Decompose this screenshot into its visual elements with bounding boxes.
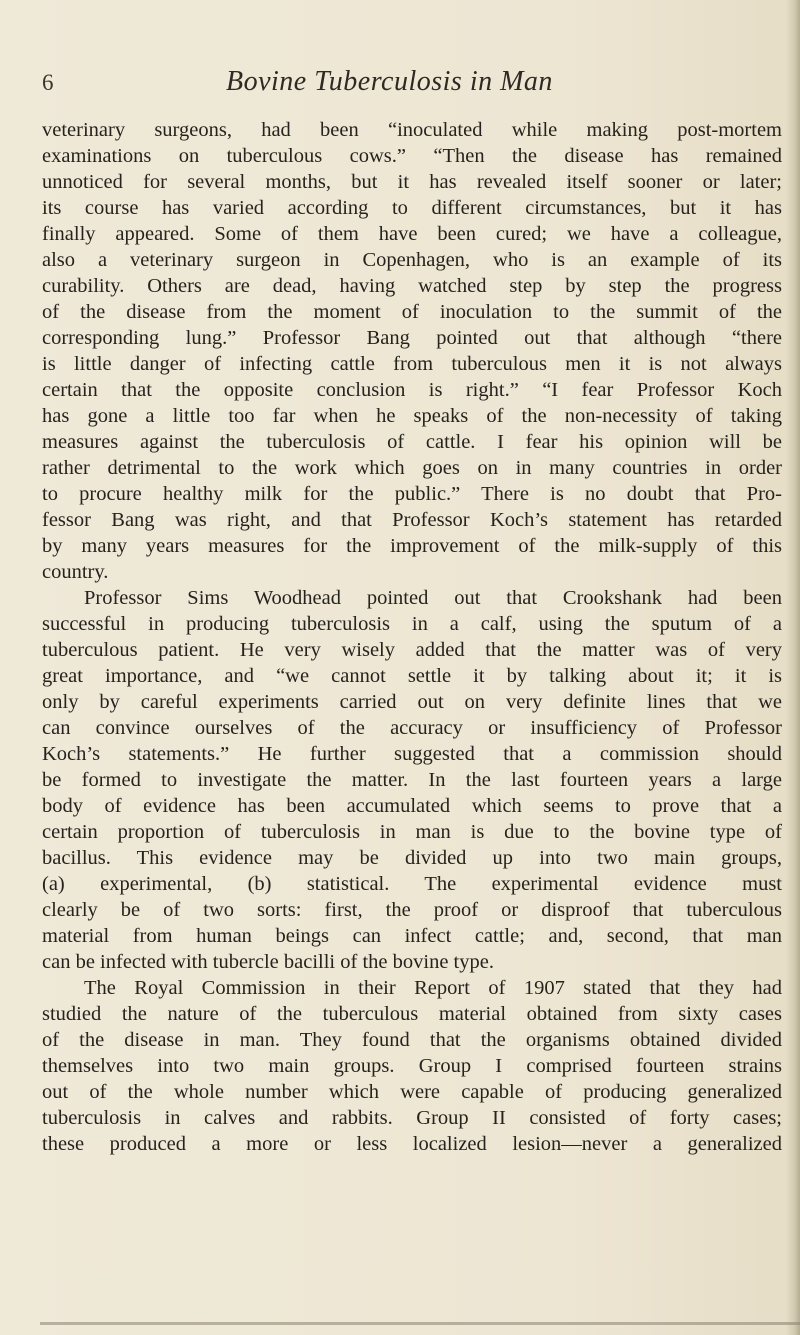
text-line: of the disease from the moment of inoculation to the summit of the — [42, 301, 782, 323]
text-line: curability. Others are dead, having watched step by step the progress — [42, 275, 782, 297]
text-line: tuberculous patient. He very wisely added that the matter was of very — [42, 639, 782, 661]
text-line: material from human beings can infect cattle; and, second, that man — [42, 925, 782, 947]
text-line: out of the whole number which were capable of producing generalized — [42, 1081, 782, 1103]
text-line: tuberculosis in calves and rabbits. Group II consisted of forty cases; — [42, 1107, 782, 1129]
text-line: these produced a more or less localized lesion—never a generalized — [42, 1133, 782, 1155]
text-line: themselves into two main groups. Group I comprised fourteen strains — [42, 1055, 782, 1077]
text-line: is little danger of infecting cattle from tuberculous men it is not always — [42, 353, 782, 375]
text-line: The Royal Commission in their Report of 1907 stated that they had — [84, 977, 782, 999]
text-line: clearly be of two sorts: first, the proof or disproof that tuberculous — [42, 899, 782, 921]
text-line: certain that the opposite conclusion is right.” “I fear Professor Koch — [42, 379, 782, 401]
page-number: 6 — [42, 70, 54, 95]
text-line: of the disease in man. They found that the organisms obtained divided — [42, 1029, 782, 1051]
text-line: be formed to investigate the matter. In the last fourteen years a large — [42, 769, 782, 791]
text-line: also a veterinary surgeon in Copenhagen, who is an example of its — [42, 249, 782, 271]
text-line: great importance, and “we cannot settle it by talking about it; it is — [42, 665, 782, 687]
text-line: its course has varied according to different circumstances, but it has — [42, 197, 782, 219]
text-line: has gone a little too far when he speaks of the non-necessity of taking — [42, 405, 782, 427]
body-text — [42, 117, 782, 1157]
bottom-rule — [40, 1322, 800, 1325]
page-edge-shadow — [786, 0, 800, 1335]
text-line: successful in producing tuberculosis in a calf, using the sputum of a — [42, 613, 782, 635]
text-line: measures against the tuberculosis of cattle. I fear his opinion will be — [42, 431, 782, 453]
text-line: finally appeared. Some of them have been cured; we have a colleague, — [42, 223, 782, 245]
text-line: examinations on tuberculous cows.” “Then the disease has remained — [42, 145, 782, 167]
text-line: certain proportion of tuberculosis in man is due to the bovine type of — [42, 821, 782, 843]
text-line: veterinary surgeons, had been “inoculated while making post-mortem — [42, 119, 782, 141]
text-line: country. — [42, 561, 109, 583]
text-line: to procure healthy milk for the public.” There is no doubt that Pro- — [42, 483, 782, 505]
text-line: bacillus. This evidence may be divided up into two main groups, — [42, 847, 782, 869]
text-line: Koch’s statements.” He further suggested that a commission should — [42, 743, 782, 765]
text-line: corresponding lung.” Professor Bang pointed out that although “there — [42, 327, 782, 349]
text-line: only by careful experiments carried out on very definite lines that we — [42, 691, 782, 713]
text-line: body of evidence has been accumulated which seems to prove that a — [42, 795, 782, 817]
text-line: rather detrimental to the work which goes on in many countries in order — [42, 457, 782, 479]
page-header — [42, 66, 782, 106]
text-line: by many years measures for the improvement of the milk-supply of this — [42, 535, 782, 557]
text-line: Professor Sims Woodhead pointed out that Crookshank had been — [84, 587, 782, 609]
text-line: studied the nature of the tuberculous material obtained from sixty cases — [42, 1003, 782, 1025]
text-line: can be infected with tubercle bacilli of the bovine type. — [42, 951, 494, 973]
text-line: fessor Bang was right, and that Professor Koch’s statement has retarded — [42, 509, 782, 531]
text-line: unnoticed for several months, but it has revealed itself sooner or later; — [42, 171, 782, 193]
text-line: (a) experimental, (b) statistical. The experimental evidence must — [42, 873, 782, 895]
text-line: can convince ourselves of the accuracy or insufficiency of Professor — [42, 717, 782, 739]
running-title: Bovine Tuberculosis in Man — [226, 66, 553, 97]
